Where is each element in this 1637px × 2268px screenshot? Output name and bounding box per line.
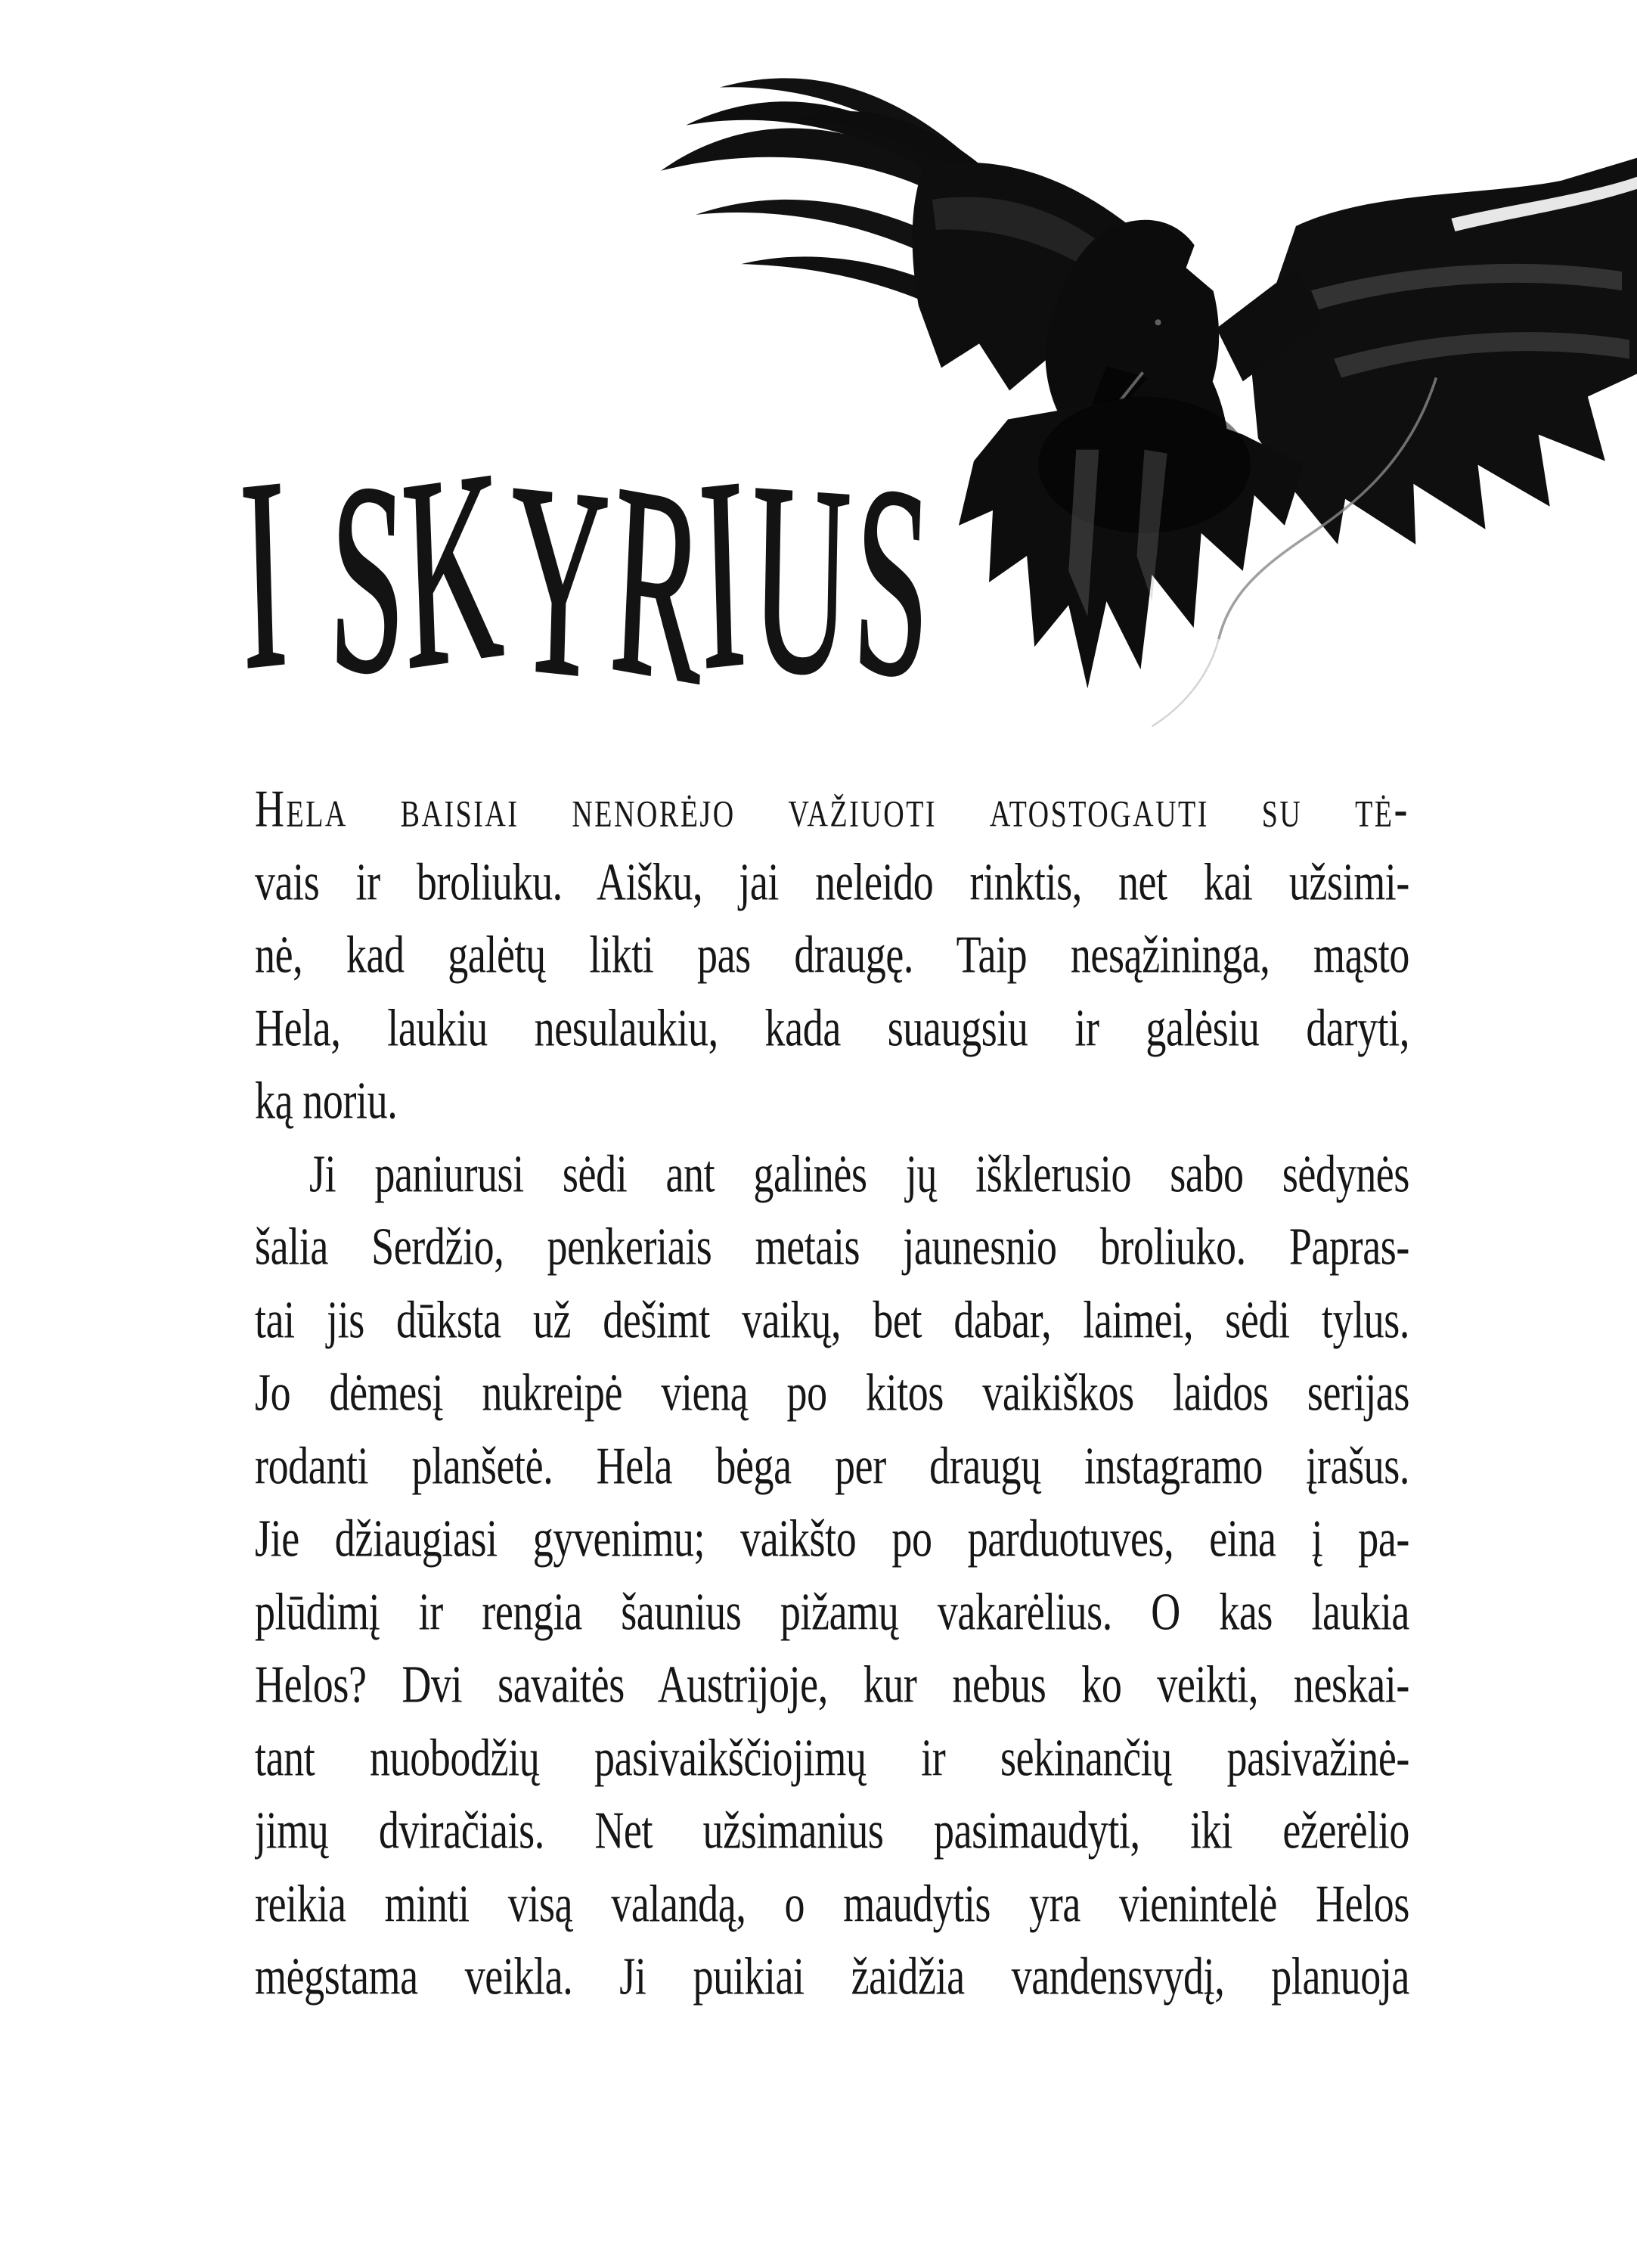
text-line: plūdimį ir rengia šaunius pižamų vakarėlius. O kas laukia [255, 1581, 1409, 1641]
raven-tail-feathers [959, 396, 1304, 688]
text-line: tai jis dūksta už dešimt vaikų, bet dabar, laimei, sėdi tylus. [255, 1289, 1409, 1349]
chapter-title [236, 433, 954, 728]
text-line: reikia minti visą valandą, o maudytis yra vienintelė Helos [255, 1873, 1409, 1933]
text-line: jimų dviračiais. Net užsimanius pasimaudyti, iki ežerėlio [255, 1800, 1409, 1860]
text-line: tant nuobodžių pasivaikščiojimų ir sekinančių pasivažinė- [255, 1727, 1409, 1787]
text-line: nė, kad galėtų likti pas draugę. Taip nesąžininga, mąsto [255, 924, 1409, 984]
text-line: Hela baisiai nenorėjo važiuoti atostogauti su tė- [255, 778, 1409, 838]
text-line: Helos? Dvi savaitės Austrijoje, kur nebus ko veikti, neskai- [255, 1654, 1409, 1714]
text-line: šalia Serdžio, penkeriais metais jaunesnio broliuko. Papras- [255, 1216, 1409, 1276]
raven-right-wing [1251, 158, 1637, 545]
body-text [255, 772, 1409, 2013]
text-line: mėgstama veikla. Ji puikiai žaidžia vandensvydį, planuoja [255, 1946, 1409, 2006]
text-line: Jie džiaugiasi gyvenimu; vaikšto po parduotuves, eina į pa- [255, 1508, 1409, 1568]
text-line: Hela, laukiu nesulaukiu, kada suaugsiu ir galėsiu daryti, [255, 997, 1409, 1057]
text-line: vais ir broliuku. Aišku, jai neleido rinktis, net kai užsimi- [255, 852, 1409, 911]
text-line: Jo dėmesį nukreipė vieną po kitos vaikiškos laidos serijas [255, 1362, 1409, 1422]
chapter-title-text: I SKYRIUS [237, 433, 938, 728]
text-line: rodanti planšetė. Hela bėga per draugų instagramo įrašus. [255, 1435, 1409, 1495]
text-line: ką noriu. [255, 1070, 398, 1130]
text-line: Ji paniurusi sėdi ant galinės jų išklerusio sabo sėdynės [309, 1143, 1409, 1203]
